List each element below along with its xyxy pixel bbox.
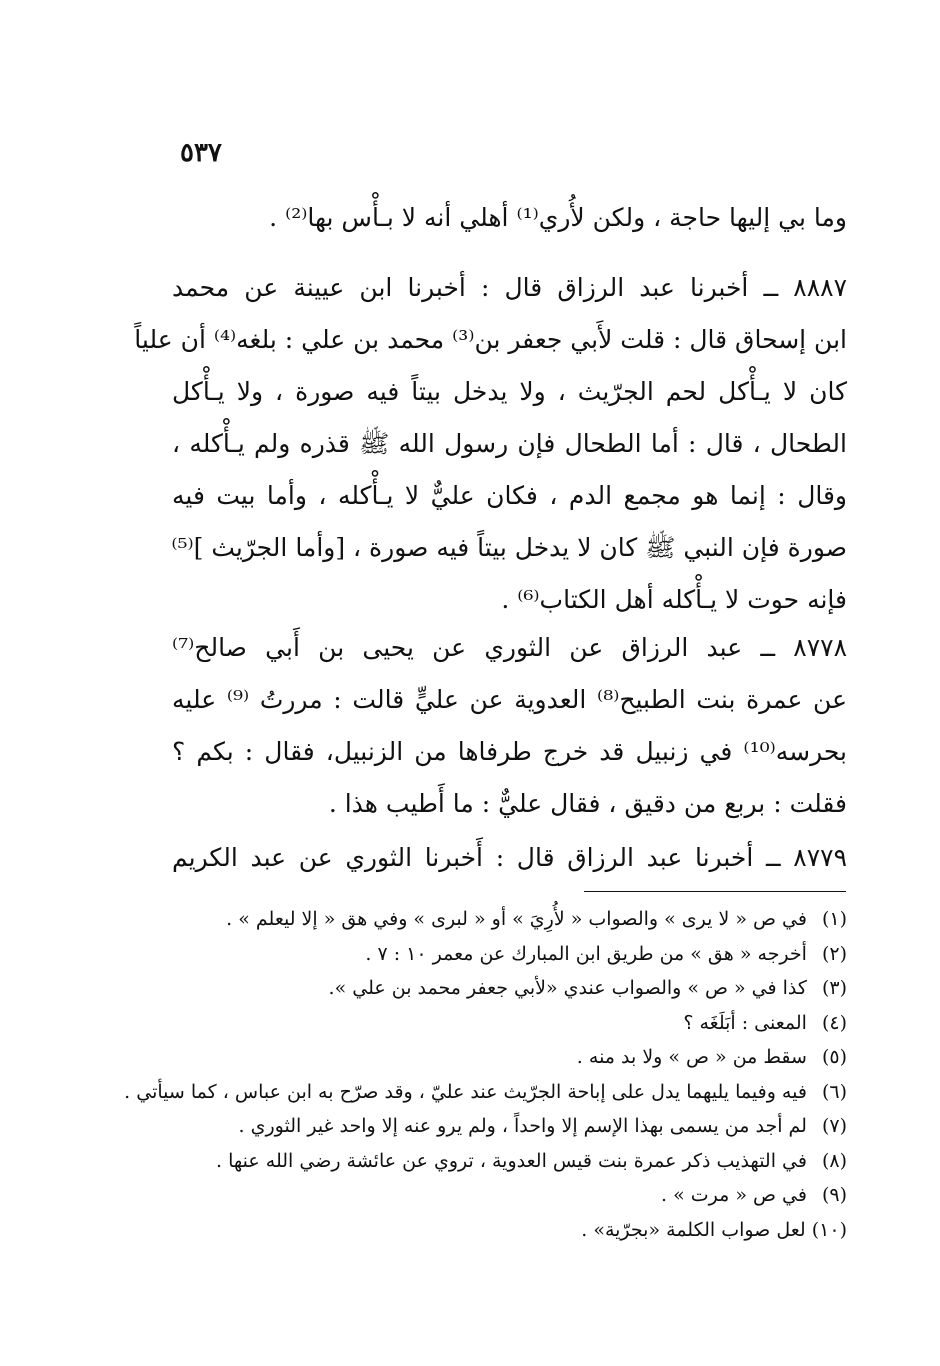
footnote-number: (٦) [821, 1080, 847, 1103]
text-line: كان لا يـأْكل لحم الجرّيث ، ولا يدخل بيتاً فيه صورة ، ولا يـأْكل [172, 377, 847, 406]
footnote-number: (٢) [821, 942, 847, 965]
footnote-text: المعنى : أبَلَغَه ؟ [683, 1011, 807, 1034]
footnote-text: كذا في « ص » والصواب عندي «لأبي جعفر محمد بن علي ». [328, 977, 807, 999]
text-line: فإنه حوت لا يـأْكله أهل الكتاب⁽⁶⁾ . [501, 585, 847, 614]
footnote-text: أخرجه « هق » من طريق ابن المبارك عن معمر ١٠ : ٧ . [365, 942, 807, 965]
text-line: الطحال ، قال : أما الطحال فإن رسول الله ﷺ قذره ولم يـأْكله ، [172, 429, 847, 458]
footnote [172, 1006, 847, 1041]
footnotes-list [124, 902, 847, 1247]
text-line: فقلت : بربع من دقيق ، فقال عليٌّ : ما أَطيب هذا . [328, 789, 847, 818]
footnote [172, 902, 847, 937]
footnote-text: في التهذيب ذكر عمرة بنت قيس العدوية ، تروي عن عائشة رضي الله عنها . [216, 1149, 807, 1172]
footnote [172, 1213, 847, 1248]
footnote-number: (٩) [821, 1184, 847, 1206]
footnote-number: (٥) [821, 1046, 847, 1068]
footnote [172, 937, 847, 972]
text-line: بحرسه⁽¹⁰⁾ في زنبيل قد خرج طرفاها من الزنبيل، فقال : بكم ؟ [172, 737, 847, 766]
footnote-text: سقط من « ص » ولا بد منه . [576, 1046, 807, 1068]
intro-line [172, 192, 847, 244]
text-line: ٨٨٨٧ ــ أخبرنا عبد الرزاق قال : أخبرنا ابن عيينة عن محمد [172, 273, 847, 302]
footnote [172, 1144, 847, 1179]
footnote-number: (٧) [821, 1115, 847, 1137]
footnote-divider [584, 891, 846, 892]
text-line: صورة فإن النبي ﷺ كان لا يدخل بيتاً فيه صورة ، [وأما الجرّيث ]⁽⁵⁾ [171, 533, 847, 562]
footnote [172, 971, 847, 1006]
hadith-paragraph-8887 [134, 262, 847, 626]
text-line: ابن إسحاق قال : قلت لأَبي جعفر بن⁽³⁾ محمد بن علي : بلغه⁽⁴⁾ أن علياً [134, 325, 847, 354]
footnote-number: (١٠) [811, 1218, 847, 1241]
footnote-text: في ص « لا يرى » والصواب « لأُرِيَ » أو « لبرى » وفي هق « إلا ليعلم » . [226, 908, 807, 930]
footnote-text: فيه وفيما يليهما يدل على إباحة الجرّيث عند عليّ ، وقد صرّح به ابن عباس ، كما سيأتي . [124, 1080, 807, 1103]
text-line: عن عمرة بنت الطبيح⁽⁸⁾ العدوية عن عليٍّ قالت : مررتُ ⁽⁹⁾ عليه [172, 685, 847, 714]
text-line: وما بي إليها حاجة ، ولكن لأُري⁽¹⁾ أهلي أنه لا بـأْس بها⁽²⁾ . [269, 203, 847, 232]
hadith-paragraph-8779 [172, 832, 847, 884]
hadith-paragraph-8778 [172, 622, 847, 830]
footnote-text: لعل صواب الكلمة «بجرّية» . [581, 1218, 806, 1241]
text-line: وقال : إنما هو مجمع الدم ، فكان عليٌّ لا يـأْكله ، وأما بيت فيه [172, 481, 847, 510]
footnote [124, 1075, 847, 1110]
footnote-number: (٤) [821, 1011, 847, 1034]
footnote-text: في ص « مرت » . [661, 1184, 807, 1206]
footnote-number: (٨) [821, 1149, 847, 1172]
footnote-number: (٣) [821, 977, 847, 999]
page-number: ٥٣٧ [180, 138, 222, 168]
footnote [172, 1178, 847, 1213]
text-line: ٨٧٧٩ ــ أخبرنا عبد الرزاق قال : أَخبرنا الثوري عن عبد الكريم [172, 843, 847, 872]
footnote-text: لم أجد من يسمى بهذا الإسم إلا واحداً ، ولم يرو عنه إلا واحد غير الثوري . [238, 1115, 807, 1137]
footnote-number: (١) [821, 908, 847, 930]
text-line: ٨٧٧٨ ــ عبد الرزاق عن الثوري عن يحيى بن أَبي صالح⁽⁷⁾ [172, 633, 847, 662]
footnote [172, 1040, 847, 1075]
footnote [172, 1109, 847, 1144]
